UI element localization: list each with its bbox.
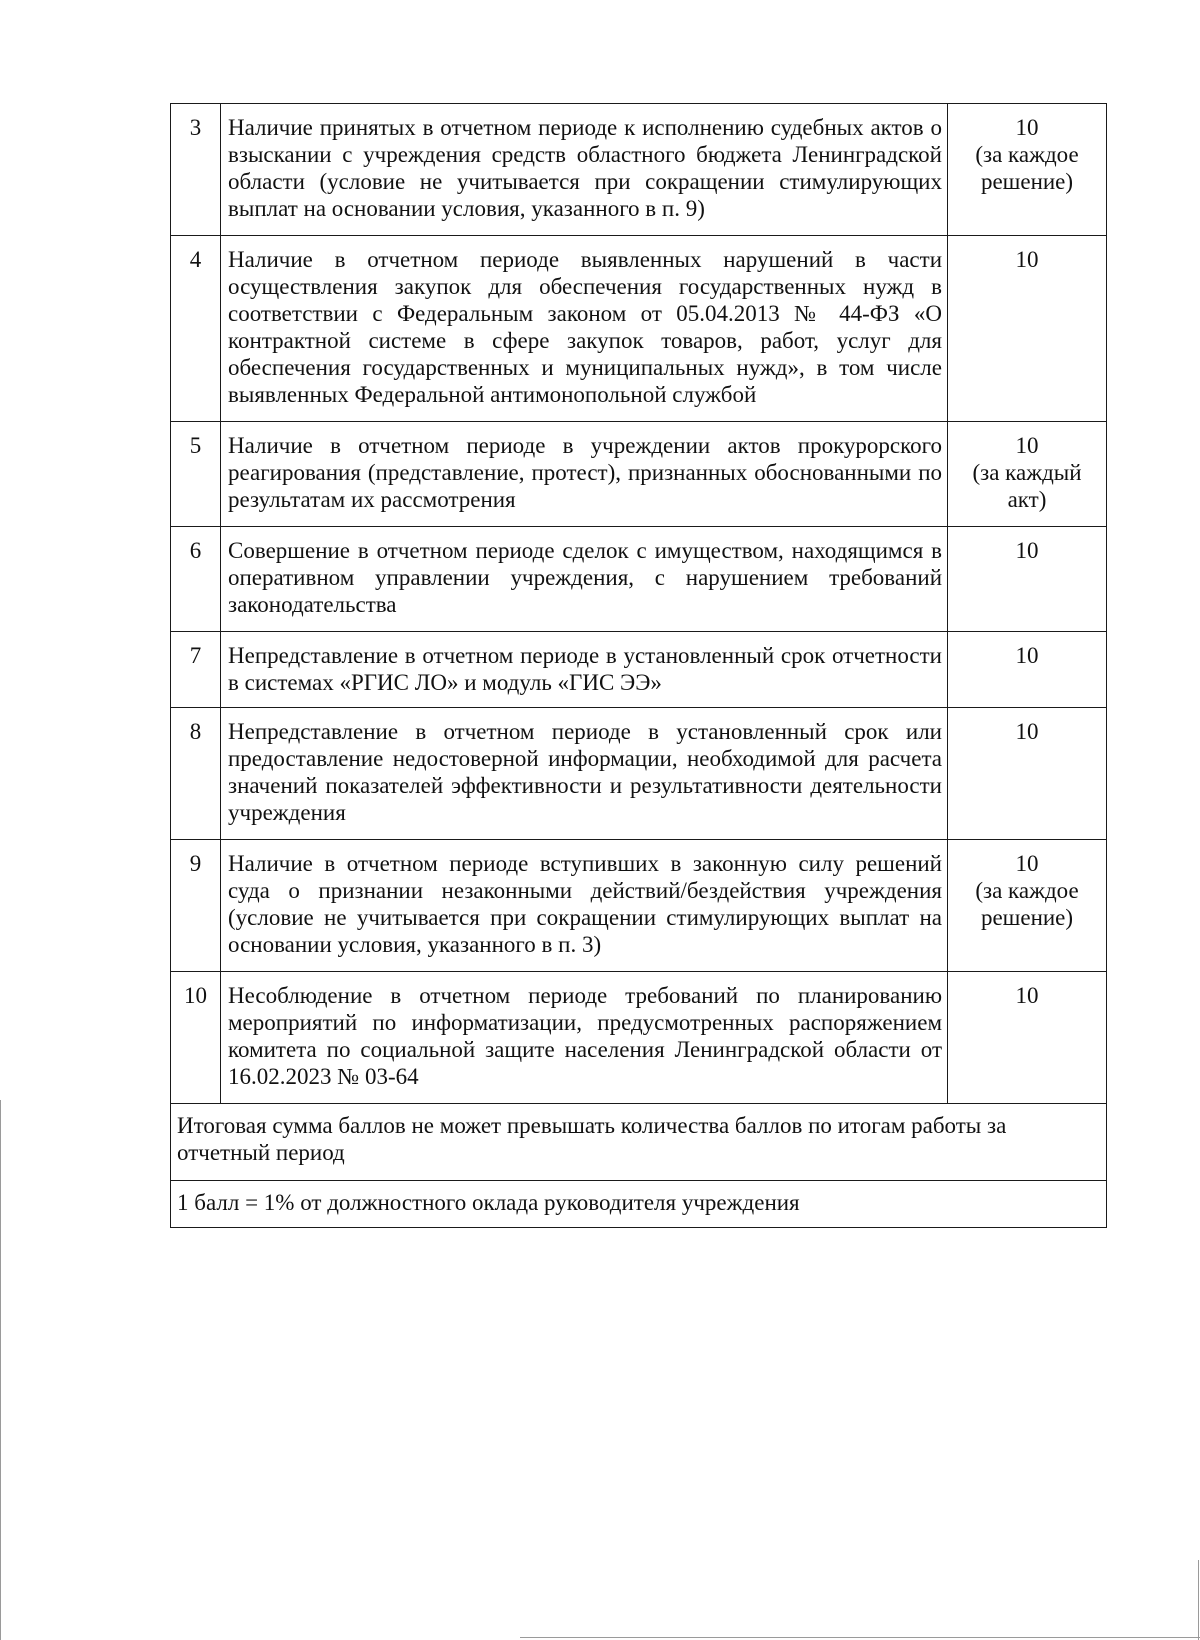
row-description: Несоблюдение в отчетном периоде требований по планированию мероприятий по информатизации, предусмотренных распоряжением комитета по социальной защите населения Ленинградской области от 16.02.2023 № 03-64 [221, 972, 948, 1104]
row-number: 4 [171, 236, 221, 422]
scan-edge-mark [1198, 1560, 1199, 1640]
points-note: решение) [980, 905, 1074, 930]
point-definition: 1 балл = 1% от должностного оклада руководителя учреждения [171, 1181, 1107, 1228]
row-points [948, 236, 1107, 422]
row-description: Непредставление в отчетном периоде в установленный срок отчетности в системах «РГИС ЛО» и модуль «ГИС ЭЭ» [221, 632, 948, 708]
points-value: 10 [1015, 433, 1039, 458]
row-description: Непредставление в отчетном периоде в установленный срок или предоставление недостоверной информации, необходимой для расчета значений показателей эффективности и результативности деятельности учреждения [221, 708, 948, 840]
table-row [171, 632, 1107, 708]
table-row [171, 840, 1107, 972]
row-description: Наличие в отчетном периоде вступивших в законную силу решений суда о признании незаконными действий/бездействия учреждения (условие не учитывается при сокращении стимулирующих выплат на основании условия, указанного в п. 3) [221, 840, 948, 972]
points-note: (за каждое [975, 142, 1079, 167]
scan-edge-mark [0, 1100, 1, 1640]
table-row [171, 236, 1107, 422]
table-row [171, 972, 1107, 1104]
total-note-row [171, 1104, 1107, 1181]
points-value: 10 [1015, 851, 1039, 876]
point-definition-row [171, 1181, 1107, 1228]
table-row [171, 527, 1107, 632]
scan-edge-mark [520, 1637, 1200, 1638]
points-value: 10 [1015, 719, 1039, 744]
row-description: Наличие в отчетном периоде в учреждении актов прокурорского реагирования (представление, протест), признанных обоснованными по результатам их рассмотрения [221, 422, 948, 527]
points-value: 10 [1015, 115, 1039, 140]
row-description: Совершение в отчетном периоде сделок с имуществом, находящимся в оперативном управлении учреждения, с нарушением требований законодательства [221, 527, 948, 632]
row-points [948, 104, 1107, 236]
row-points [948, 527, 1107, 632]
row-number: 8 [171, 708, 221, 840]
points-value: 10 [1015, 538, 1039, 563]
row-points [948, 972, 1107, 1104]
row-number: 5 [171, 422, 221, 527]
points-value: 10 [1015, 983, 1039, 1008]
row-number: 9 [171, 840, 221, 972]
row-number: 7 [171, 632, 221, 708]
table-row [171, 104, 1107, 236]
row-number: 10 [171, 972, 221, 1104]
row-points [948, 632, 1107, 708]
table-row [171, 422, 1107, 527]
points-value: 10 [1015, 247, 1039, 272]
points-note: (за каждое [975, 878, 1079, 903]
points-note: акт) [1007, 487, 1047, 512]
points-note: решение) [980, 169, 1074, 194]
row-description: Наличие принятых в отчетном периоде к исполнению судебных актов о взыскании с учреждения средств областного бюджета Ленинградской области (условие не учитывается при сокращении стимулирующих выплат на основании условия, указанного в п. 9) [221, 104, 948, 236]
row-points [948, 840, 1107, 972]
row-description: Наличие в отчетном периоде выявленных нарушений в части осуществления закупок для обеспечения государственных нужд в соответствии с Федеральным законом от 05.04.2013 № 44-ФЗ «О контрактной системе в сфере закупок товаров, работ, услуг для обеспечения государственных и муниципальных нужд», в том числе выявленных Федеральной антимонопольной службой [221, 236, 948, 422]
table-row [171, 708, 1107, 840]
row-number: 6 [171, 527, 221, 632]
row-number: 3 [171, 104, 221, 236]
criteria-table [170, 103, 1107, 1228]
row-points [948, 708, 1107, 840]
row-points [948, 422, 1107, 527]
points-value: 10 [1015, 643, 1039, 668]
total-note: Итоговая сумма баллов не может превышать количества баллов по итогам работы за отчетный период [171, 1104, 1107, 1181]
points-note: (за каждый [972, 460, 1082, 485]
